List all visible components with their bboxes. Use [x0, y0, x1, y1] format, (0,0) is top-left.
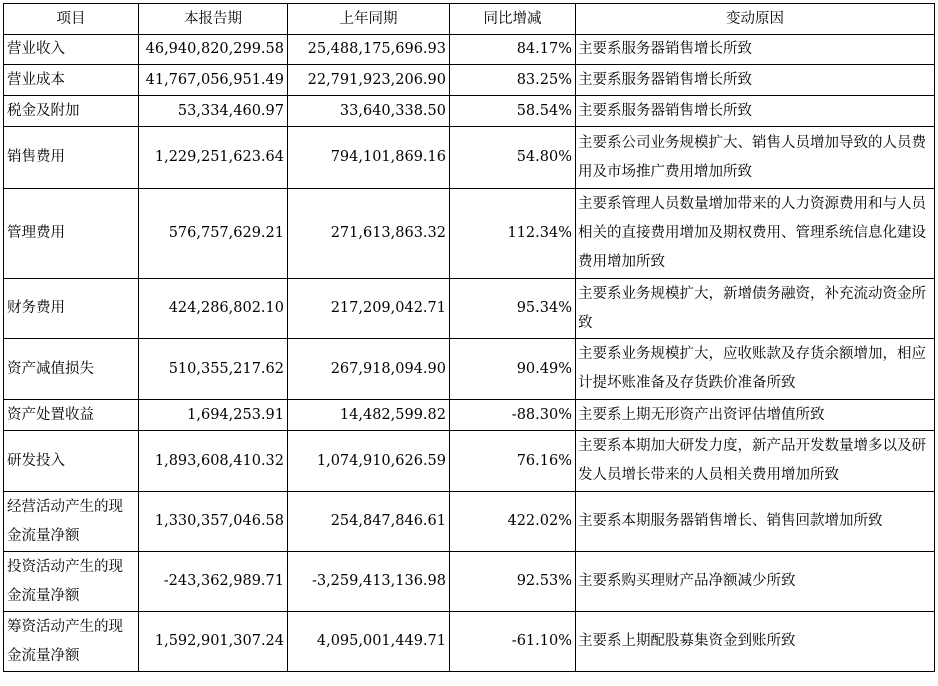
row-change: 92.53%	[450, 552, 576, 612]
row-current: 510,355,217.62	[139, 339, 288, 400]
header-prior-period: 上年同期	[288, 4, 450, 35]
header-change-reason: 变动原因	[576, 4, 935, 35]
row-change: 84.17%	[450, 35, 576, 65]
row-item: 投资活动产生的现金流量净额	[4, 552, 139, 612]
row-current: 53,334,460.97	[139, 96, 288, 127]
row-change: -88.30%	[450, 400, 576, 431]
row-item: 资产处置收益	[4, 400, 139, 431]
row-change: 112.34%	[450, 189, 576, 279]
header-current-period: 本报告期	[139, 4, 288, 35]
row-reason: 主要系服务器销售增长所致	[576, 96, 935, 127]
row-change: 422.02%	[450, 492, 576, 552]
row-current: 1,694,253.91	[139, 400, 288, 431]
row-change: 95.34%	[450, 279, 576, 339]
row-prior: 14,482,599.82	[288, 400, 450, 431]
row-reason: 主要系服务器销售增长所致	[576, 35, 935, 65]
row-change: 58.54%	[450, 96, 576, 127]
row-prior: 267,918,094.90	[288, 339, 450, 400]
row-item: 税金及附加	[4, 96, 139, 127]
row-current: 1,229,251,623.64	[139, 127, 288, 189]
row-reason: 主要系上期无形资产出资评估增值所致	[576, 400, 935, 431]
row-item: 营业成本	[4, 65, 139, 96]
row-change: 54.80%	[450, 127, 576, 189]
row-item: 研发投入	[4, 431, 139, 492]
row-prior: 22,791,923,206.90	[288, 65, 450, 96]
row-current: -243,362,989.71	[139, 552, 288, 612]
row-item: 管理费用	[4, 189, 139, 279]
row-change: 90.49%	[450, 339, 576, 400]
row-current: 46,940,820,299.58	[139, 35, 288, 65]
row-item: 营业收入	[4, 35, 139, 65]
row-reason: 主要系本期加大研发力度，新产品开发数量增多以及研发人员增长带来的人员相关费用增加所致	[576, 431, 935, 492]
table-row	[4, 96, 935, 127]
header-item: 项目	[4, 4, 139, 35]
row-current: 424,286,802.10	[139, 279, 288, 339]
row-change: -61.10%	[450, 612, 576, 672]
row-reason: 主要系本期服务器销售增长、销售回款增加所致	[576, 492, 935, 552]
row-current: 576,757,629.21	[139, 189, 288, 279]
row-prior: -3,259,413,136.98	[288, 552, 450, 612]
header-row	[4, 4, 935, 35]
row-reason: 主要系业务规模扩大，新增债务融资，补充流动资金所致	[576, 279, 935, 339]
table-row	[4, 431, 935, 492]
table-row	[4, 339, 935, 400]
financial-change-table	[3, 3, 935, 672]
row-prior: 1,074,910,626.59	[288, 431, 450, 492]
row-prior: 254,847,846.61	[288, 492, 450, 552]
row-prior: 217,209,042.71	[288, 279, 450, 339]
row-current: 41,767,056,951.49	[139, 65, 288, 96]
row-reason: 主要系服务器销售增长所致	[576, 65, 935, 96]
row-change: 76.16%	[450, 431, 576, 492]
table-row	[4, 127, 935, 189]
row-item: 资产减值损失	[4, 339, 139, 400]
row-reason: 主要系公司业务规模扩大、销售人员增加导致的人员费用及市场推广费用增加所致	[576, 127, 935, 189]
row-prior: 271,613,863.32	[288, 189, 450, 279]
row-prior: 33,640,338.50	[288, 96, 450, 127]
table-row	[4, 552, 935, 612]
row-reason: 主要系业务规模扩大，应收账款及存货余额增加，相应计提坏账准备及存货跌价准备所致	[576, 339, 935, 400]
row-change: 83.25%	[450, 65, 576, 96]
table-row	[4, 492, 935, 552]
row-item: 经营活动产生的现金流量净额	[4, 492, 139, 552]
table-row	[4, 279, 935, 339]
row-prior: 794,101,869.16	[288, 127, 450, 189]
row-current: 1,330,357,046.58	[139, 492, 288, 552]
row-reason: 主要系上期配股募集资金到账所致	[576, 612, 935, 672]
row-reason: 主要系购买理财产品净额减少所致	[576, 552, 935, 612]
row-prior: 4,095,001,449.71	[288, 612, 450, 672]
row-reason: 主要系管理人员数量增加带来的人力资源费用和与人员相关的直接费用增加及期权费用、管理系统信息化建设费用增加所致	[576, 189, 935, 279]
table-row	[4, 400, 935, 431]
row-item: 筹资活动产生的现金流量净额	[4, 612, 139, 672]
row-item: 财务费用	[4, 279, 139, 339]
row-current: 1,592,901,307.24	[139, 612, 288, 672]
header-yoy-change: 同比增减	[450, 4, 576, 35]
table-row	[4, 35, 935, 65]
table-row	[4, 612, 935, 672]
row-item: 销售费用	[4, 127, 139, 189]
table-row	[4, 189, 935, 279]
row-prior: 25,488,175,696.93	[288, 35, 450, 65]
row-current: 1,893,608,410.32	[139, 431, 288, 492]
table-row	[4, 65, 935, 96]
